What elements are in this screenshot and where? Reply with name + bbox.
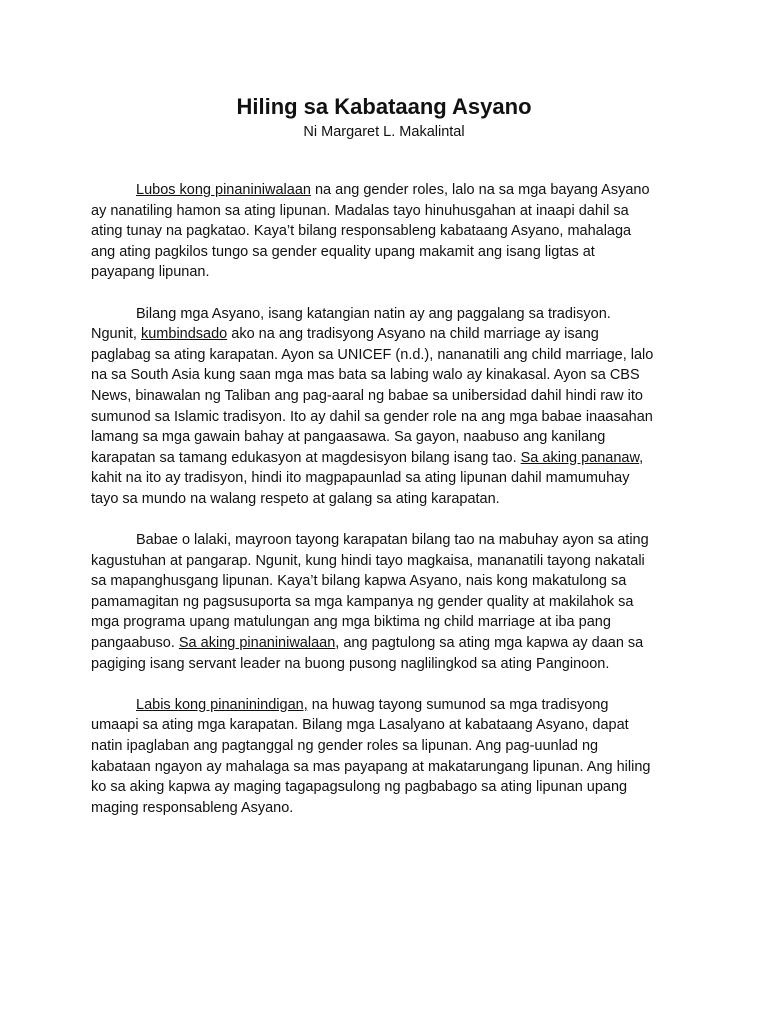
underlined-phrase: Labis kong pinaninindigan, [136, 696, 308, 713]
line-text: pagiging isang servant leader na buong pusong naglilingkod sa ating Panginoon. [91, 655, 610, 672]
underlined-phrase: Sa aking pananaw [520, 449, 640, 466]
text-line [91, 386, 679, 407]
text-line [91, 242, 679, 263]
text-line [91, 736, 679, 757]
line-text: pamamagitan ng pagsusuporta sa mga kampanya ng gender quality at makilahok sa [91, 593, 634, 610]
line-text: karapatan sa tamang edukasyon at magdesisyon bilang isang tao. [91, 449, 521, 466]
line-text: ko sa aking kapwa ay maging tagapagsulong ng pagbabago sa ating lipunan upang [91, 779, 628, 796]
line-text: paglabag sa ating karapatan. Ayon sa UNICEF (n.d.), nananatili ang child marriage, lalo [91, 346, 654, 363]
line-text: News, binawalan ng Taliban ang pag-aaral ng babae sa unibersidad dahil hindi raw ito [91, 387, 643, 404]
text-line [91, 551, 679, 572]
text-line [91, 489, 679, 510]
line-text: ako na ang tradisyong Asyano na child marriage ay isang [227, 326, 599, 343]
text-line [91, 365, 679, 386]
text-line [91, 777, 679, 798]
text-line [91, 592, 679, 613]
line-text: kabataan ngayon ay mahalaga sa mas payapang at makatarungang lipunan. Ang hiling [91, 758, 651, 775]
line-text: sa mapanghusgang lipunan. Kaya’t bilang kapwa Asyano, nais kong makatulong sa [91, 573, 627, 590]
underlined-phrase: Sa aking pinaniniwalaan [178, 635, 336, 652]
line-text: , ang pagtulong sa ating mga kapwa ay daan sa [335, 635, 644, 652]
document-title: Hiling sa Kabataang Asyano [236, 94, 532, 119]
line-text: ay nanatiling hamon sa ating lipunan. Madalas tayo hinuhusgahan at inaapi dahil sa [91, 202, 629, 219]
paragraph-gap [91, 510, 679, 531]
text-line [91, 324, 679, 345]
text-line [91, 757, 679, 778]
document-body [91, 180, 679, 818]
text-line [91, 654, 679, 675]
text-line [91, 695, 679, 716]
document-author: Ni Margaret L. Makalintal [303, 124, 465, 140]
line-text: lamang sa mga gawain bahay at pangaasawa. Sa gayon, naabuso ang kanilang [91, 429, 606, 446]
line-text: na sa South Asia kung saan mga mas bata sa labing walo ay kinakasal. Ayon sa CBS [91, 367, 640, 384]
line-text: ang ating pagkilos tungo sa gender equality upang makamit ang isang ligtas at [91, 243, 595, 260]
line-text: umaapi sa ating mga karapatan. Bilang mga Lasalyano at kabataang Asyano, dapat [91, 717, 629, 734]
line-text: na ang gender roles, lalo na sa mga bayang Asyano [310, 182, 650, 198]
text-line [91, 262, 679, 283]
line-text: sumunod sa Islamic tradisyon. Ito ay dahil sa gender role na ang mga babae inaasahan [91, 408, 653, 425]
line-text: na huwag tayong sumunod sa mga tradisyong [307, 696, 609, 713]
paragraph-4 [91, 695, 679, 819]
line-text: tayo sa mundo na walang respeto at galang sa ating karapatan. [91, 490, 500, 507]
line-text: Ngunit, [91, 326, 141, 343]
text-line [91, 468, 679, 489]
text-line [91, 715, 679, 736]
text-line [91, 407, 679, 428]
paragraph-3 [91, 530, 679, 674]
line-text: Bilang mga Asyano, isang katangian natin ay ang paggalang sa tradisyon. [136, 305, 611, 322]
paragraph-2 [91, 304, 679, 510]
text-line [91, 221, 679, 242]
text-line [91, 571, 679, 592]
paragraph-gap [91, 283, 679, 304]
text-line [91, 612, 679, 633]
paragraph-gap [91, 674, 679, 695]
line-text: kahit na ito ay tradisyon, hindi ito magpapaunlad sa ating lipunan dahil mamumuhay [91, 470, 630, 487]
text-line [91, 345, 679, 366]
line-text: , [639, 449, 644, 466]
text-line [91, 798, 679, 819]
text-line [91, 530, 679, 551]
underlined-phrase: kumbindsado [140, 326, 228, 343]
line-text: maging responsableng Asyano. [91, 799, 294, 816]
line-text: pangaabuso. [91, 635, 179, 652]
line-text: payapang lipunan. [91, 264, 210, 281]
text-line [91, 633, 679, 654]
text-line [91, 427, 679, 448]
text-line [91, 201, 679, 222]
underlined-phrase: Lubos kong pinaniniwalaan [136, 182, 311, 198]
line-text: natin ipaglaban ang pagtanggal ng gender roles sa lipunan. Ang pag-uunlad ng [91, 738, 599, 755]
text-line [91, 304, 679, 325]
text-line [91, 180, 679, 201]
line-text: ating tunay na pagkatao. Kaya’t bilang responsableng kabataang Asyano, mahalaga [91, 223, 632, 240]
line-text: Babae o lalaki, mayroon tayong karapatan bilang tao na mabuhay ayon sa ating [136, 532, 649, 549]
line-text: mga programa upang matulungan ang mga biktima ng child marriage at iba pang [91, 614, 611, 631]
line-text: kagustuhan at pangarap. Ngunit, kung hindi tayo magkaisa, mananatili tayong nakatali [91, 552, 645, 569]
paragraph-1 [91, 180, 679, 283]
text-line [91, 448, 679, 469]
